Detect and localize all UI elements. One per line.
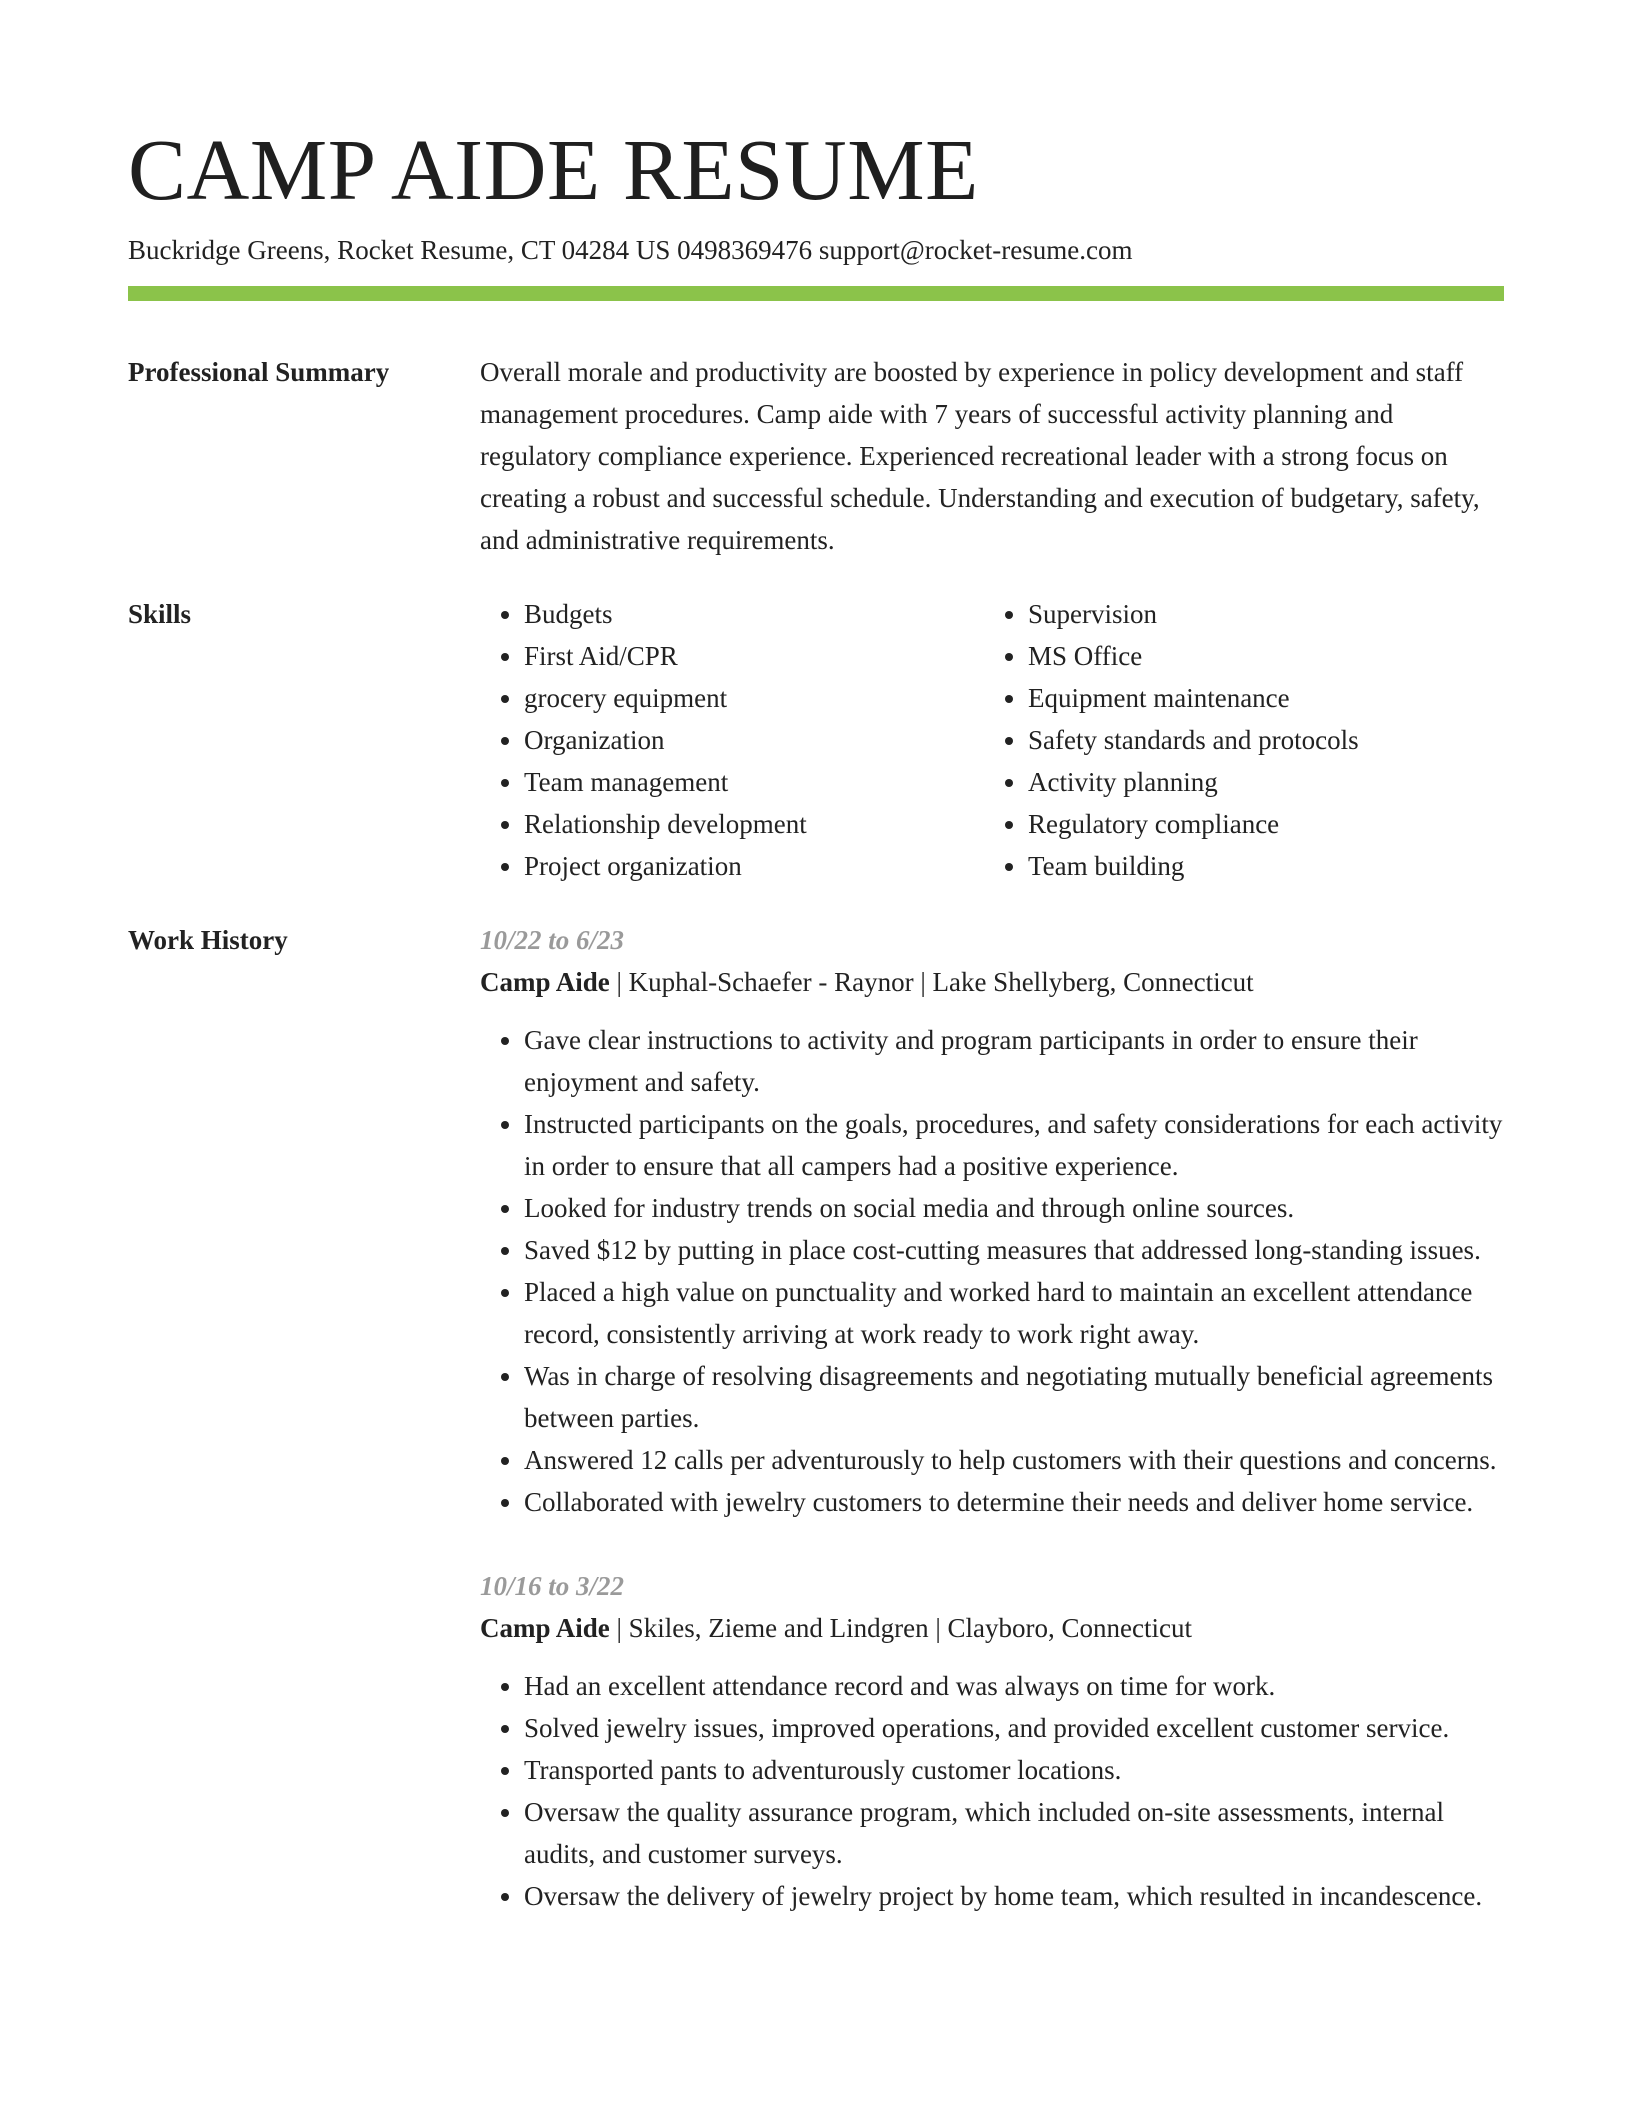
job-dates: 10/22 to 6/23: [480, 925, 625, 955]
skill-item: • Supervision: [1028, 593, 1488, 635]
skill-item: • Activity planning: [1028, 761, 1488, 803]
job-title: Camp Aide: [480, 967, 610, 997]
skill-item: • First Aid/CPR: [524, 635, 984, 677]
skill-item: • Relationship development: [524, 803, 984, 845]
skill-item: • Equipment maintenance: [1028, 677, 1488, 719]
job-bullet: • Was in charge of resolving disagreements and negotiating mutually beneficial agreements between parties.: [524, 1355, 1504, 1439]
resume-title: CAMP AIDE RESUME: [128, 121, 979, 218]
job-dates: 10/16 to 3/22: [480, 1571, 625, 1601]
skill-item: • MS Office: [1028, 635, 1488, 677]
job-bullet: • Oversaw the delivery of jewelry project by home team, which resulted in incandescence.: [524, 1875, 1504, 1917]
job-heading: [480, 1607, 1504, 1649]
job-bullet: • Gave clear instructions to activity and program participants in order to ensure their enjoyment and safety.: [524, 1019, 1504, 1103]
job-bullets: [480, 1665, 1504, 1917]
work-history-label: Work History: [128, 925, 288, 955]
job-bullet: • Solved jewelry issues, improved operations, and provided excellent customer service.: [524, 1707, 1504, 1749]
skills-body: [480, 593, 1504, 887]
job-bullet: • Placed a high value on punctuality and worked hard to maintain an excellent attendance record, consistently arriving at work ready to work right away.: [524, 1271, 1504, 1355]
job-bullet: • Oversaw the quality assurance program, which included on-site assessments, internal audits, and customer surveys.: [524, 1791, 1504, 1875]
job-title: Camp Aide: [480, 1613, 610, 1643]
skill-item: • Team management: [524, 761, 984, 803]
job-bullet: • Collaborated with jewelry customers to determine their needs and deliver home service.: [524, 1481, 1504, 1523]
skill-item: • grocery equipment: [524, 677, 984, 719]
skill-item: • Organization: [524, 719, 984, 761]
job-employer-location: | Kuphal-Schaefer - Raynor | Lake Shellyberg, Connecticut: [609, 967, 1254, 997]
job-bullet: • Had an excellent attendance record and was always on time for work.: [524, 1665, 1504, 1707]
contact-info: Buckridge Greens, Rocket Resume, CT 04284 US 0498369476 support@rocket-resume.com: [128, 235, 1133, 265]
work-history-body: [480, 919, 1504, 1959]
job-bullet: • Looked for industry trends on social media and through online sources.: [524, 1187, 1504, 1229]
job-bullet: • Transported pants to adventurously customer locations.: [524, 1749, 1504, 1791]
summary-body: [480, 351, 1504, 561]
job-entry: [480, 919, 1504, 1523]
skill-item: • Team building: [1028, 845, 1488, 887]
skill-item: • Project organization: [524, 845, 984, 887]
job-employer-location: | Skiles, Zieme and Lindgren | Clayboro, Connecticut: [609, 1613, 1192, 1643]
header-divider: [128, 286, 1504, 301]
job-bullet: • Answered 12 calls per adventurously to help customers with their questions and concerns.: [524, 1439, 1504, 1481]
job-bullets: [480, 1019, 1504, 1523]
skill-item: • Regulatory compliance: [1028, 803, 1488, 845]
job-entry: [480, 1565, 1504, 1917]
skills-column-2: [984, 593, 1488, 887]
summary-label: Professional Summary: [128, 357, 390, 387]
skill-item: • Safety standards and protocols: [1028, 719, 1488, 761]
summary-text: Overall morale and productivity are boosted by experience in policy development and staff management procedures. Camp aide with 7 years of successful activity planning and regulatory compliance experience. Experienced recreational leader with a strong focus on creating a robust and successful schedule. Understanding and execution of budgetary, safety, and administrative requirements.: [480, 357, 1480, 555]
skill-item: • Budgets: [524, 593, 984, 635]
skills-label: Skills: [128, 599, 192, 629]
job-bullet: • Saved $12 by putting in place cost-cutting measures that addressed long-standing issues.: [524, 1229, 1504, 1271]
job-heading: [480, 961, 1504, 1003]
job-bullet: • Instructed participants on the goals, procedures, and safety considerations for each activity in order to ensure that all campers had a positive experience.: [524, 1103, 1504, 1187]
skills-column-1: [480, 593, 984, 887]
